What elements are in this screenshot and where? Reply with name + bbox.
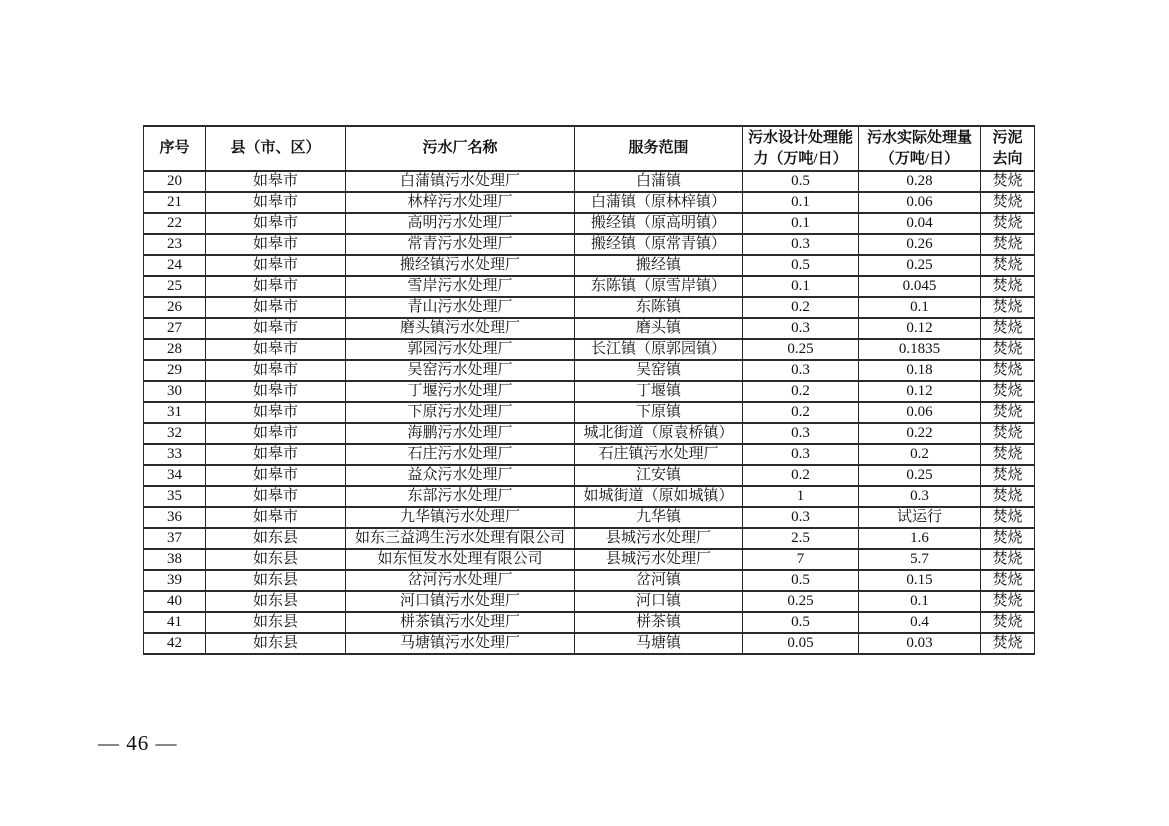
table-cell: 20 bbox=[144, 171, 206, 192]
table-cell: 白蒲镇污水处理厂 bbox=[346, 171, 575, 192]
table-cell: 7 bbox=[743, 549, 859, 570]
table-cell: 0.5 bbox=[743, 612, 859, 633]
table-cell: 32 bbox=[144, 423, 206, 444]
table-cell: 白蒲镇 bbox=[575, 171, 743, 192]
table-cell: 0.15 bbox=[859, 570, 981, 591]
table-row bbox=[144, 339, 1035, 360]
table-cell: 0.3 bbox=[743, 234, 859, 255]
table-cell: 如皋市 bbox=[206, 402, 346, 423]
table-row bbox=[144, 423, 1035, 444]
table-cell: 如皋市 bbox=[206, 339, 346, 360]
table-cell: 搬经镇（原高明镇） bbox=[575, 213, 743, 234]
table-header-row bbox=[144, 126, 1035, 171]
table-row bbox=[144, 255, 1035, 276]
table-cell: 33 bbox=[144, 444, 206, 465]
table-cell: 常青污水处理厂 bbox=[346, 234, 575, 255]
table-cell: 栟茶镇 bbox=[575, 612, 743, 633]
table-cell: 如皋市 bbox=[206, 507, 346, 528]
table-cell: 如皋市 bbox=[206, 318, 346, 339]
table-cell: 县城污水处理厂 bbox=[575, 528, 743, 549]
table-cell: 焚烧 bbox=[981, 486, 1035, 507]
table-cell: 试运行 bbox=[859, 507, 981, 528]
table-cell: 0.04 bbox=[859, 213, 981, 234]
table-cell: 0.25 bbox=[859, 465, 981, 486]
column-header-sludge-destination: 污泥去向 bbox=[981, 126, 1035, 171]
table-row bbox=[144, 528, 1035, 549]
table-cell: 焚烧 bbox=[981, 381, 1035, 402]
table-cell: 0.25 bbox=[859, 255, 981, 276]
table-cell: 23 bbox=[144, 234, 206, 255]
column-header-county: 县（市、区） bbox=[206, 126, 346, 171]
table-cell: 36 bbox=[144, 507, 206, 528]
table-cell: 0.3 bbox=[859, 486, 981, 507]
table-cell: 栟茶镇污水处理厂 bbox=[346, 612, 575, 633]
table-cell: 0.1 bbox=[743, 192, 859, 213]
table-cell: 27 bbox=[144, 318, 206, 339]
table-cell: 焚烧 bbox=[981, 633, 1035, 654]
table-cell: 28 bbox=[144, 339, 206, 360]
table-cell: 0.25 bbox=[743, 339, 859, 360]
table-cell: 如皋市 bbox=[206, 486, 346, 507]
table-row bbox=[144, 507, 1035, 528]
table-cell: 如皋市 bbox=[206, 171, 346, 192]
table-cell: 焚烧 bbox=[981, 339, 1035, 360]
table-cell: 42 bbox=[144, 633, 206, 654]
table-cell: 如皋市 bbox=[206, 381, 346, 402]
table-cell: 磨头镇污水处理厂 bbox=[346, 318, 575, 339]
table-row bbox=[144, 297, 1035, 318]
table-cell: 0.1 bbox=[859, 591, 981, 612]
table-cell: 九华镇 bbox=[575, 507, 743, 528]
table-row bbox=[144, 465, 1035, 486]
table-cell: 25 bbox=[144, 276, 206, 297]
table-cell: 高明污水处理厂 bbox=[346, 213, 575, 234]
table-cell: 0.18 bbox=[859, 360, 981, 381]
table-cell: 九华镇污水处理厂 bbox=[346, 507, 575, 528]
table-cell: 焚烧 bbox=[981, 234, 1035, 255]
table-cell: 0.1835 bbox=[859, 339, 981, 360]
table-cell: 26 bbox=[144, 297, 206, 318]
table-cell: 林梓污水处理厂 bbox=[346, 192, 575, 213]
table-cell: 岔河镇 bbox=[575, 570, 743, 591]
table-cell: 焚烧 bbox=[981, 276, 1035, 297]
table-cell: 22 bbox=[144, 213, 206, 234]
table-cell: 丁堰镇 bbox=[575, 381, 743, 402]
table-cell: 吴窑镇 bbox=[575, 360, 743, 381]
table-cell: 0.2 bbox=[743, 465, 859, 486]
table-cell: 如东三益鸿生污水处理有限公司 bbox=[346, 528, 575, 549]
table-cell: 青山污水处理厂 bbox=[346, 297, 575, 318]
table-cell: 焚烧 bbox=[981, 297, 1035, 318]
table-cell: 石庄镇污水处理厂 bbox=[575, 444, 743, 465]
table-body bbox=[144, 171, 1035, 654]
table-cell: 焚烧 bbox=[981, 360, 1035, 381]
table-cell: 0.2 bbox=[743, 297, 859, 318]
table-cell: 0.3 bbox=[743, 444, 859, 465]
table-cell: 2.5 bbox=[743, 528, 859, 549]
page-number: — 46 — bbox=[98, 731, 178, 755]
table-cell: 1 bbox=[743, 486, 859, 507]
table-cell: 下原污水处理厂 bbox=[346, 402, 575, 423]
table-cell: 焚烧 bbox=[981, 612, 1035, 633]
table-cell: 如皋市 bbox=[206, 192, 346, 213]
table-row bbox=[144, 549, 1035, 570]
table-cell: 35 bbox=[144, 486, 206, 507]
table-cell: 39 bbox=[144, 570, 206, 591]
table-cell: 焚烧 bbox=[981, 570, 1035, 591]
sewage-plants-table bbox=[143, 125, 1035, 655]
table-row bbox=[144, 213, 1035, 234]
table-row bbox=[144, 276, 1035, 297]
table-row bbox=[144, 318, 1035, 339]
table-cell: 37 bbox=[144, 528, 206, 549]
table-cell: 如皋市 bbox=[206, 213, 346, 234]
table-cell: 如东恒发水处理有限公司 bbox=[346, 549, 575, 570]
table-cell: 下原镇 bbox=[575, 402, 743, 423]
table-cell: 如皋市 bbox=[206, 276, 346, 297]
column-header-service-area: 服务范围 bbox=[575, 126, 743, 171]
table-cell: 磨头镇 bbox=[575, 318, 743, 339]
table-cell: 0.2 bbox=[743, 402, 859, 423]
table-cell: 马塘镇 bbox=[575, 633, 743, 654]
table-cell: 如东县 bbox=[206, 633, 346, 654]
table-cell: 河口镇污水处理厂 bbox=[346, 591, 575, 612]
table-cell: 0.3 bbox=[743, 423, 859, 444]
table-row bbox=[144, 486, 1035, 507]
table-cell: 焚烧 bbox=[981, 528, 1035, 549]
table-cell: 焚烧 bbox=[981, 255, 1035, 276]
table-row bbox=[144, 612, 1035, 633]
table-row bbox=[144, 633, 1035, 654]
table-cell: 0.12 bbox=[859, 318, 981, 339]
table-cell: 如皋市 bbox=[206, 465, 346, 486]
table-row bbox=[144, 171, 1035, 192]
table-cell: 丁堰污水处理厂 bbox=[346, 381, 575, 402]
table-cell: 0.12 bbox=[859, 381, 981, 402]
table-cell: 岔河污水处理厂 bbox=[346, 570, 575, 591]
table-cell: 0.2 bbox=[859, 444, 981, 465]
table-cell: 搬经镇（原常青镇） bbox=[575, 234, 743, 255]
table-cell: 40 bbox=[144, 591, 206, 612]
table-cell: 东部污水处理厂 bbox=[346, 486, 575, 507]
table-cell: 县城污水处理厂 bbox=[575, 549, 743, 570]
table-cell: 30 bbox=[144, 381, 206, 402]
table-cell: 河口镇 bbox=[575, 591, 743, 612]
table-cell: 焚烧 bbox=[981, 171, 1035, 192]
table-cell: 焚烧 bbox=[981, 591, 1035, 612]
table-cell: 如皋市 bbox=[206, 234, 346, 255]
table-row bbox=[144, 402, 1035, 423]
table-cell: 38 bbox=[144, 549, 206, 570]
table-cell: 31 bbox=[144, 402, 206, 423]
table-cell: 0.5 bbox=[743, 255, 859, 276]
column-header-plant-name: 污水厂名称 bbox=[346, 126, 575, 171]
table-cell: 如东县 bbox=[206, 570, 346, 591]
column-header-serial-number: 序号 bbox=[144, 126, 206, 171]
table-cell: 0.1 bbox=[743, 213, 859, 234]
table-cell: 0.03 bbox=[859, 633, 981, 654]
table-cell: 0.045 bbox=[859, 276, 981, 297]
table-cell: 城北街道（原袁桥镇） bbox=[575, 423, 743, 444]
table-cell: 0.3 bbox=[743, 360, 859, 381]
table-cell: 焚烧 bbox=[981, 444, 1035, 465]
table-cell: 白蒲镇（原林梓镇） bbox=[575, 192, 743, 213]
table-row bbox=[144, 381, 1035, 402]
table-cell: 0.28 bbox=[859, 171, 981, 192]
table-cell: 41 bbox=[144, 612, 206, 633]
table-cell: 益众污水处理厂 bbox=[346, 465, 575, 486]
table-cell: 0.5 bbox=[743, 570, 859, 591]
table-cell: 0.26 bbox=[859, 234, 981, 255]
table-cell: 0.05 bbox=[743, 633, 859, 654]
table-cell: 如东县 bbox=[206, 612, 346, 633]
column-header-design-capacity: 污水设计处理能力（万吨/日） bbox=[743, 126, 859, 171]
table-cell: 0.3 bbox=[743, 318, 859, 339]
table-cell: 0.2 bbox=[743, 381, 859, 402]
table-cell: 焚烧 bbox=[981, 549, 1035, 570]
table-cell: 搬经镇污水处理厂 bbox=[346, 255, 575, 276]
table-cell: 焚烧 bbox=[981, 213, 1035, 234]
table-row bbox=[144, 570, 1035, 591]
table-row bbox=[144, 591, 1035, 612]
table-cell: 如皋市 bbox=[206, 444, 346, 465]
table-cell: 吴窑污水处理厂 bbox=[346, 360, 575, 381]
table-cell: 24 bbox=[144, 255, 206, 276]
table-cell: 如皋市 bbox=[206, 423, 346, 444]
table-cell: 0.25 bbox=[743, 591, 859, 612]
table-cell: 焚烧 bbox=[981, 402, 1035, 423]
table-cell: 0.1 bbox=[743, 276, 859, 297]
table-cell: 焚烧 bbox=[981, 192, 1035, 213]
table-cell: 海鹏污水处理厂 bbox=[346, 423, 575, 444]
table-cell: 0.06 bbox=[859, 402, 981, 423]
table-cell: 焚烧 bbox=[981, 318, 1035, 339]
table-cell: 如皋市 bbox=[206, 360, 346, 381]
column-header-actual-volume: 污水实际处理量（万吨/日） bbox=[859, 126, 981, 171]
table-cell: 郭园污水处理厂 bbox=[346, 339, 575, 360]
table-cell: 焚烧 bbox=[981, 507, 1035, 528]
table-cell: 东陈镇（原雪岸镇） bbox=[575, 276, 743, 297]
table-cell: 0.06 bbox=[859, 192, 981, 213]
table-cell: 0.3 bbox=[743, 507, 859, 528]
table-cell: 如皋市 bbox=[206, 255, 346, 276]
table-cell: 5.7 bbox=[859, 549, 981, 570]
table-row bbox=[144, 234, 1035, 255]
table-cell: 如东县 bbox=[206, 591, 346, 612]
table-cell: 长江镇（原郭园镇） bbox=[575, 339, 743, 360]
table-cell: 江安镇 bbox=[575, 465, 743, 486]
table-row bbox=[144, 192, 1035, 213]
table-cell: 0.5 bbox=[743, 171, 859, 192]
table-cell: 雪岸污水处理厂 bbox=[346, 276, 575, 297]
table-cell: 东陈镇 bbox=[575, 297, 743, 318]
table-row bbox=[144, 360, 1035, 381]
table-cell: 21 bbox=[144, 192, 206, 213]
table-cell: 如城街道（原如城镇） bbox=[575, 486, 743, 507]
table-cell: 0.22 bbox=[859, 423, 981, 444]
table-cell: 马塘镇污水处理厂 bbox=[346, 633, 575, 654]
table-cell: 34 bbox=[144, 465, 206, 486]
table-cell: 0.1 bbox=[859, 297, 981, 318]
table-cell: 1.6 bbox=[859, 528, 981, 549]
table-cell: 0.4 bbox=[859, 612, 981, 633]
table-cell: 石庄污水处理厂 bbox=[346, 444, 575, 465]
table-cell: 搬经镇 bbox=[575, 255, 743, 276]
table-cell: 如皋市 bbox=[206, 297, 346, 318]
table-cell: 29 bbox=[144, 360, 206, 381]
table-cell: 如东县 bbox=[206, 528, 346, 549]
table-row bbox=[144, 444, 1035, 465]
table-cell: 焚烧 bbox=[981, 423, 1035, 444]
table-cell: 焚烧 bbox=[981, 465, 1035, 486]
table-cell: 如东县 bbox=[206, 549, 346, 570]
